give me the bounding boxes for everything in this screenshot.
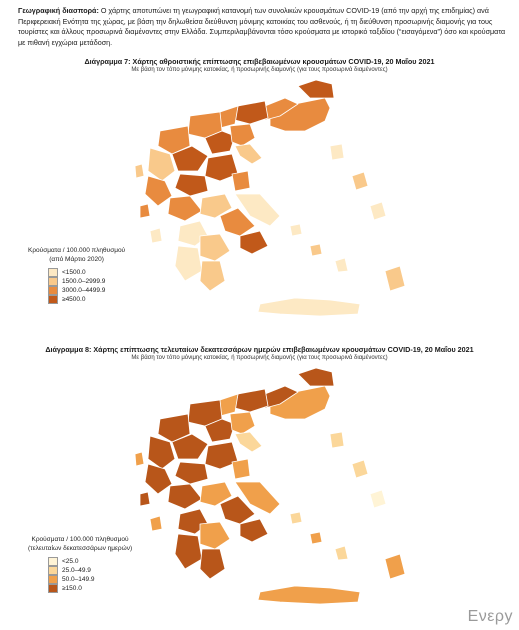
legend-swatch — [48, 575, 58, 584]
map2-subtitle: Με βάση τον τόπο μόνιμης κατοικίας, ή προσωρινής διαμονής (για τους προσωρινά διαμένοντες) — [131, 355, 388, 361]
legend-swatch — [48, 277, 58, 286]
legend-swatch — [48, 295, 58, 304]
legend-swatch — [48, 286, 58, 295]
map1-greece — [120, 76, 420, 326]
intro-label: Γεωγραφική διασπορά: — [18, 6, 99, 15]
legend-swatch — [48, 557, 58, 566]
legend-swatch — [48, 584, 58, 593]
map1-subtitle: Με βάση τον τόπο μόνιμης κατοικίας, ή προσωρινής διαμονής (για τους προσωρινά διαμένοντες) — [131, 67, 388, 73]
legend-swatch — [48, 566, 58, 575]
map2-legend-item — [48, 575, 132, 584]
map2-legend-item — [48, 584, 132, 593]
map1-legend-item — [48, 277, 125, 286]
map1-title: Διάγραμμα 7: Χάρτης αθροιστικής επίπτωσης επιβεβαιωμένων κρουσμάτων COVID-19, 20 Μαΐου 2021 — [84, 57, 435, 66]
legend-label: ≥4500.0 — [62, 296, 86, 303]
map2-legend-subtitle: (τελευταίων δεκατεσσάρων ημερών) — [28, 545, 133, 552]
intro-paragraph — [18, 6, 508, 48]
map2-legend — [28, 535, 132, 593]
legend-label: <1500.0 — [62, 269, 86, 276]
map2-legend-item — [48, 557, 132, 566]
intro-text: Ο χάρτης αποτυπώνει τη γεωγραφική κατανομή των συνολικών κρουσμάτων COVID-19 (από την αρχή της επιδημίας) ανά Περιφερειακή Ενότητα της χώρας, με βάση την δηλωθείσα διεύθυνση μόνιμης κατοικίας του ασθενούς, ή τη διεύθυνση προσωρινής διαμονής για τους τουρίστες και άλλους προσωρινά διαμένοντες στην Ελλάδα. Συμπεριλαμβάνονται τόσο κρούσματα με ιστορικό ταξιδίου (“εισαγόμενα”) όσο και κρούσματα με πιθανή εγχώρια μετάδοση. — [18, 6, 506, 47]
map1-legend-item — [48, 268, 125, 277]
map2-legend-title: Κρούσματα / 100.000 πληθυσμού — [31, 536, 129, 543]
map1-legend-subtitle: (από Μάρτιο 2020) — [49, 256, 104, 263]
map1-legend-item — [48, 295, 125, 304]
map2-legend-item — [48, 566, 132, 575]
legend-label: ≥150.0 — [62, 585, 82, 592]
legend-label: 50.0–149.9 — [62, 576, 95, 583]
watermark-logo: Ενερy — [467, 608, 513, 625]
map2-greece — [120, 364, 420, 614]
map2-title: Διάγραμμα 8: Χάρτης επίπτωσης τελευταίων δεκατεσσάρων ημερών επιβεβαιωμένων κρουσμάτων COVID-19, 20 Μαΐου 2021 — [45, 345, 474, 354]
map1-legend-item — [48, 286, 125, 295]
legend-label: 1500.0–2999.9 — [62, 278, 106, 285]
legend-label: 25.0–49.9 — [62, 567, 91, 574]
map1-legend-title: Κρούσματα / 100.000 πληθυσμού — [28, 247, 126, 254]
legend-label: <25.0 — [62, 558, 79, 565]
legend-swatch — [48, 268, 58, 277]
legend-label: 3000.0–4499.9 — [62, 287, 106, 294]
map1-legend — [28, 246, 125, 304]
